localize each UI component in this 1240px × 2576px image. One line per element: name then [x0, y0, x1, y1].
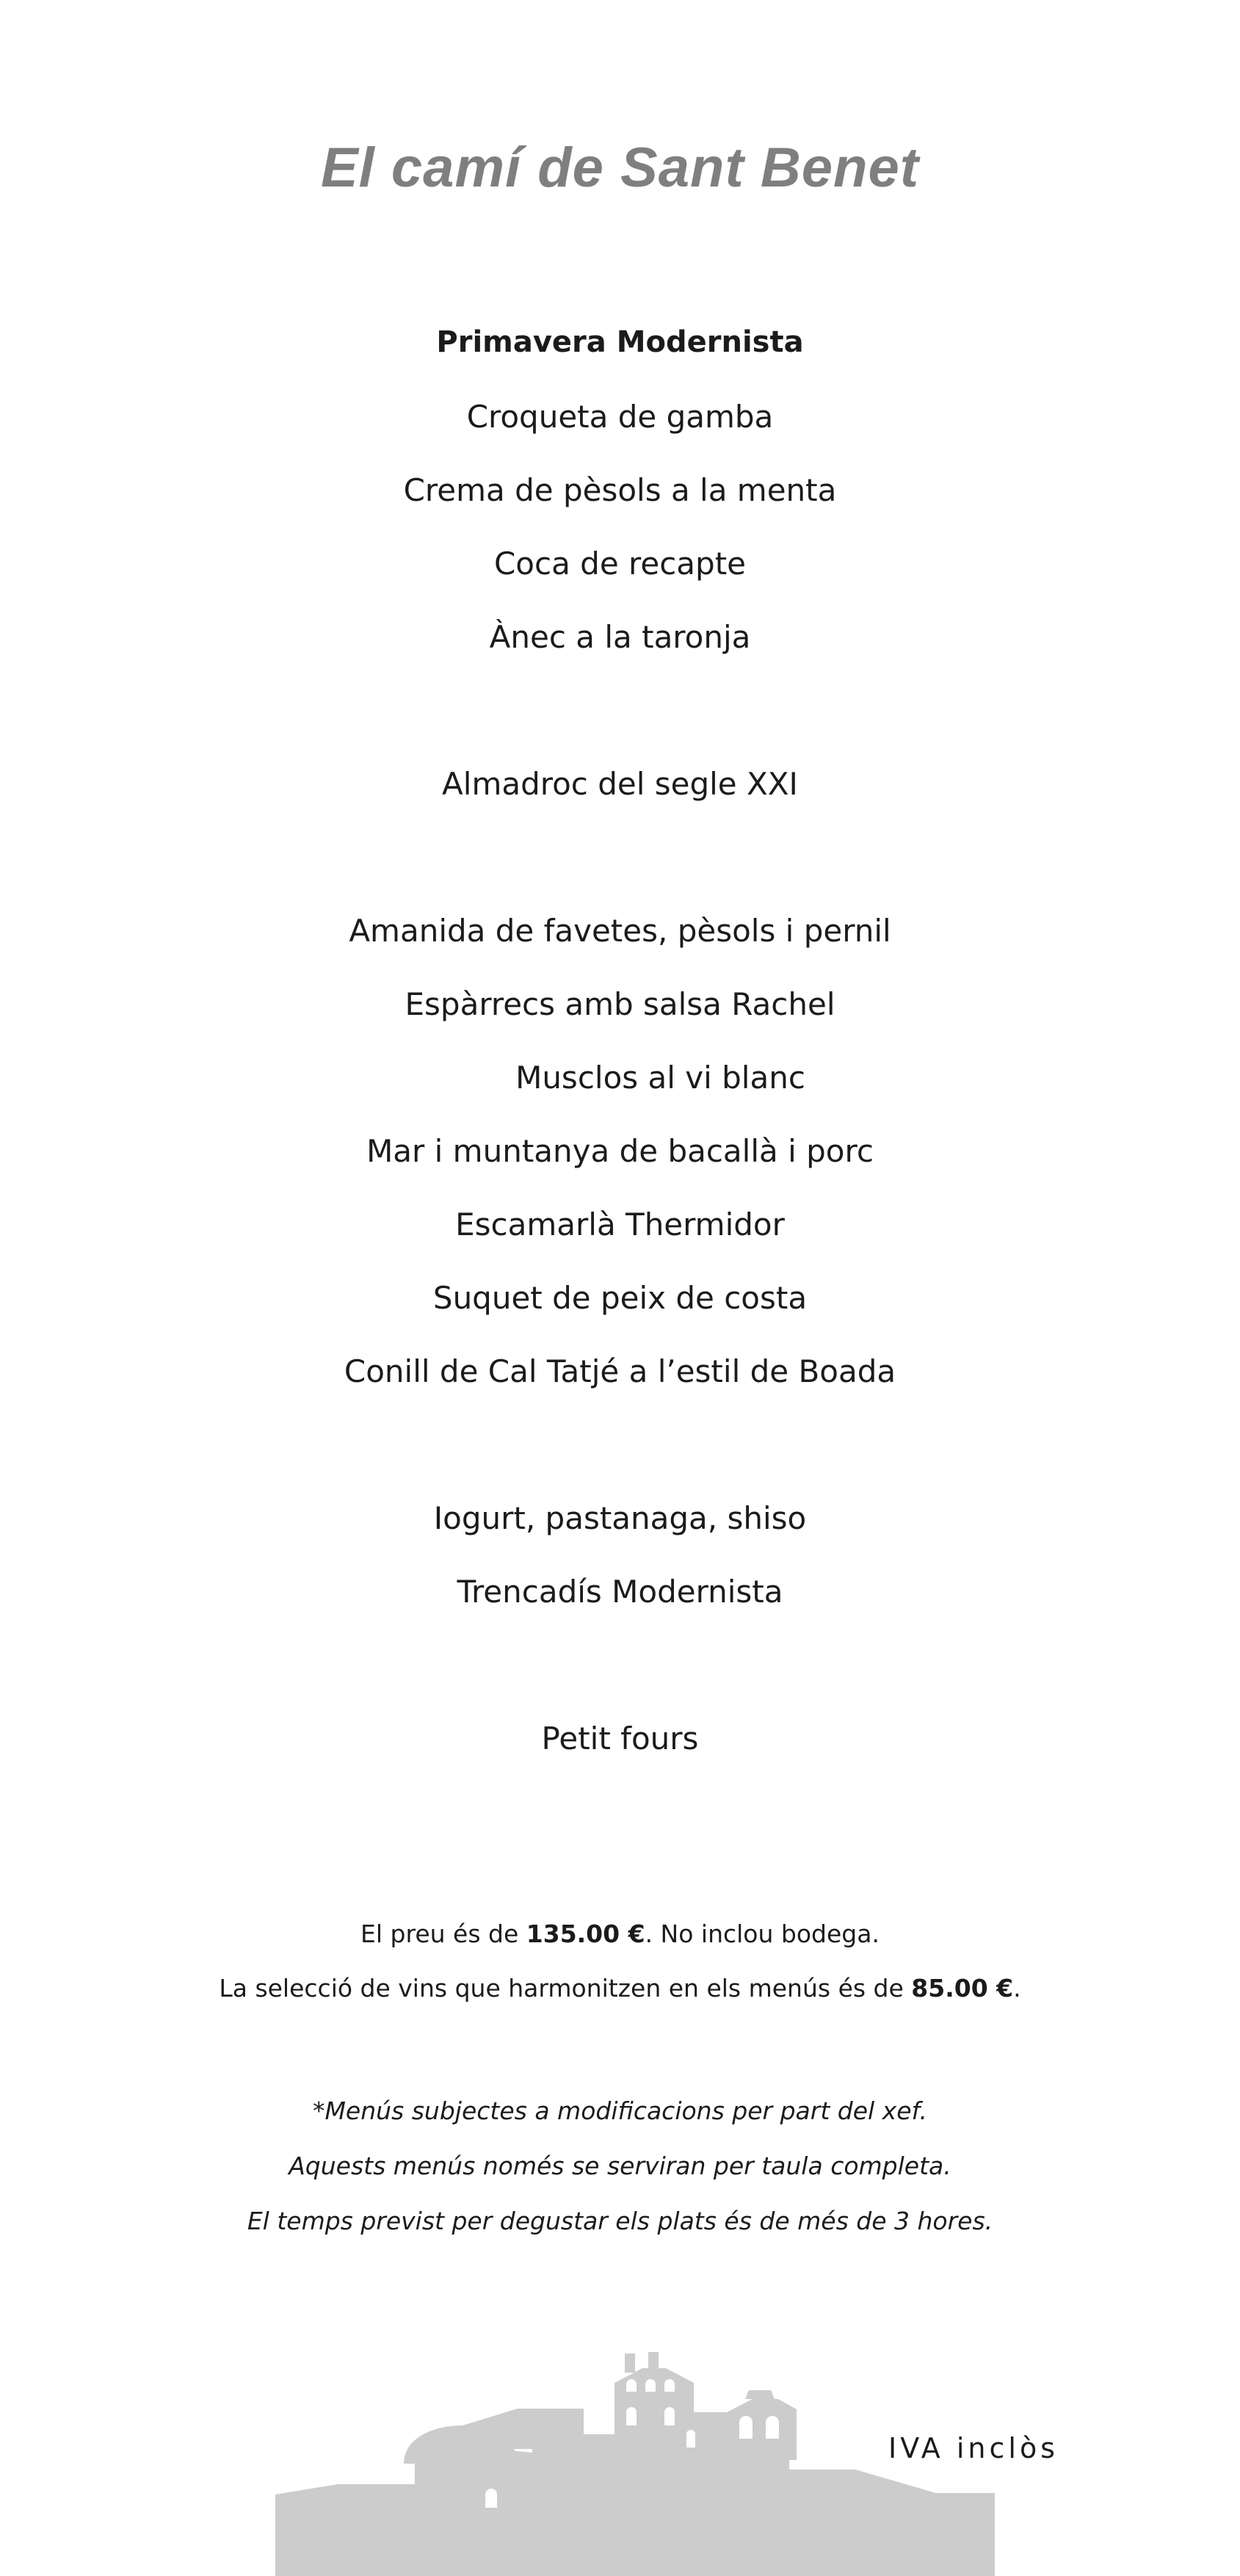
wine-price-line	[0, 1974, 1240, 2002]
page-title: El camí de Sant Benet	[320, 137, 920, 199]
menu-item: Coca de recapte	[493, 546, 747, 582]
menu-item: Petit fours	[541, 1721, 699, 1756]
wine-price-suffix: .	[1013, 1974, 1021, 2002]
price-amount: 135.00 €	[526, 1920, 645, 1948]
price-line	[0, 1920, 1240, 1948]
price-suffix: . No inclou bodega.	[645, 1920, 880, 1948]
menu-item: Espàrrecs amb salsa Rachel	[405, 986, 835, 1022]
menu-item: Mar i muntanya de bacallà i porc	[366, 1133, 874, 1169]
price-prefix: El preu és de	[360, 1920, 526, 1948]
menu-item: Croqueta de gamba	[466, 399, 774, 435]
menu-item: Trencadís Modernista	[457, 1574, 783, 1610]
menu-item: Iogurt, pastanaga, shiso	[433, 1500, 807, 1536]
note-line: Aquests menús només se serviran per taula completa.	[289, 2152, 951, 2180]
wine-price-amount: 85.00 €	[911, 1974, 1014, 2002]
menu-item: Almadroc del segle XXI	[442, 766, 798, 802]
note-line: El temps previst per degustar els plats és de més de 3 hores.	[247, 2207, 993, 2235]
menu-heading: Primavera Modernista	[436, 325, 804, 359]
menu-item: Suquet de peix de costa	[432, 1280, 808, 1316]
menu-item: Escamarlà Thermidor	[455, 1206, 785, 1242]
menu-item: Ànec a la taronja	[489, 619, 751, 655]
note-line: *Menús subjectes a modificacions per part del xef.	[312, 2096, 928, 2125]
iva-included: IVA inclòs	[888, 2432, 1059, 2464]
menu-item: Amanida de favetes, pèsols i pernil	[349, 913, 891, 949]
menu-item: Conill de Cal Tatjé a l’estil de Boada	[344, 1353, 896, 1389]
menu-item: Musclos al vi blanc	[515, 1060, 805, 1096]
menu-item: Crema de pèsols a la menta	[403, 472, 837, 508]
wine-price-prefix: La selecció de vins que harmonitzen en els menús és de	[219, 1974, 912, 2002]
